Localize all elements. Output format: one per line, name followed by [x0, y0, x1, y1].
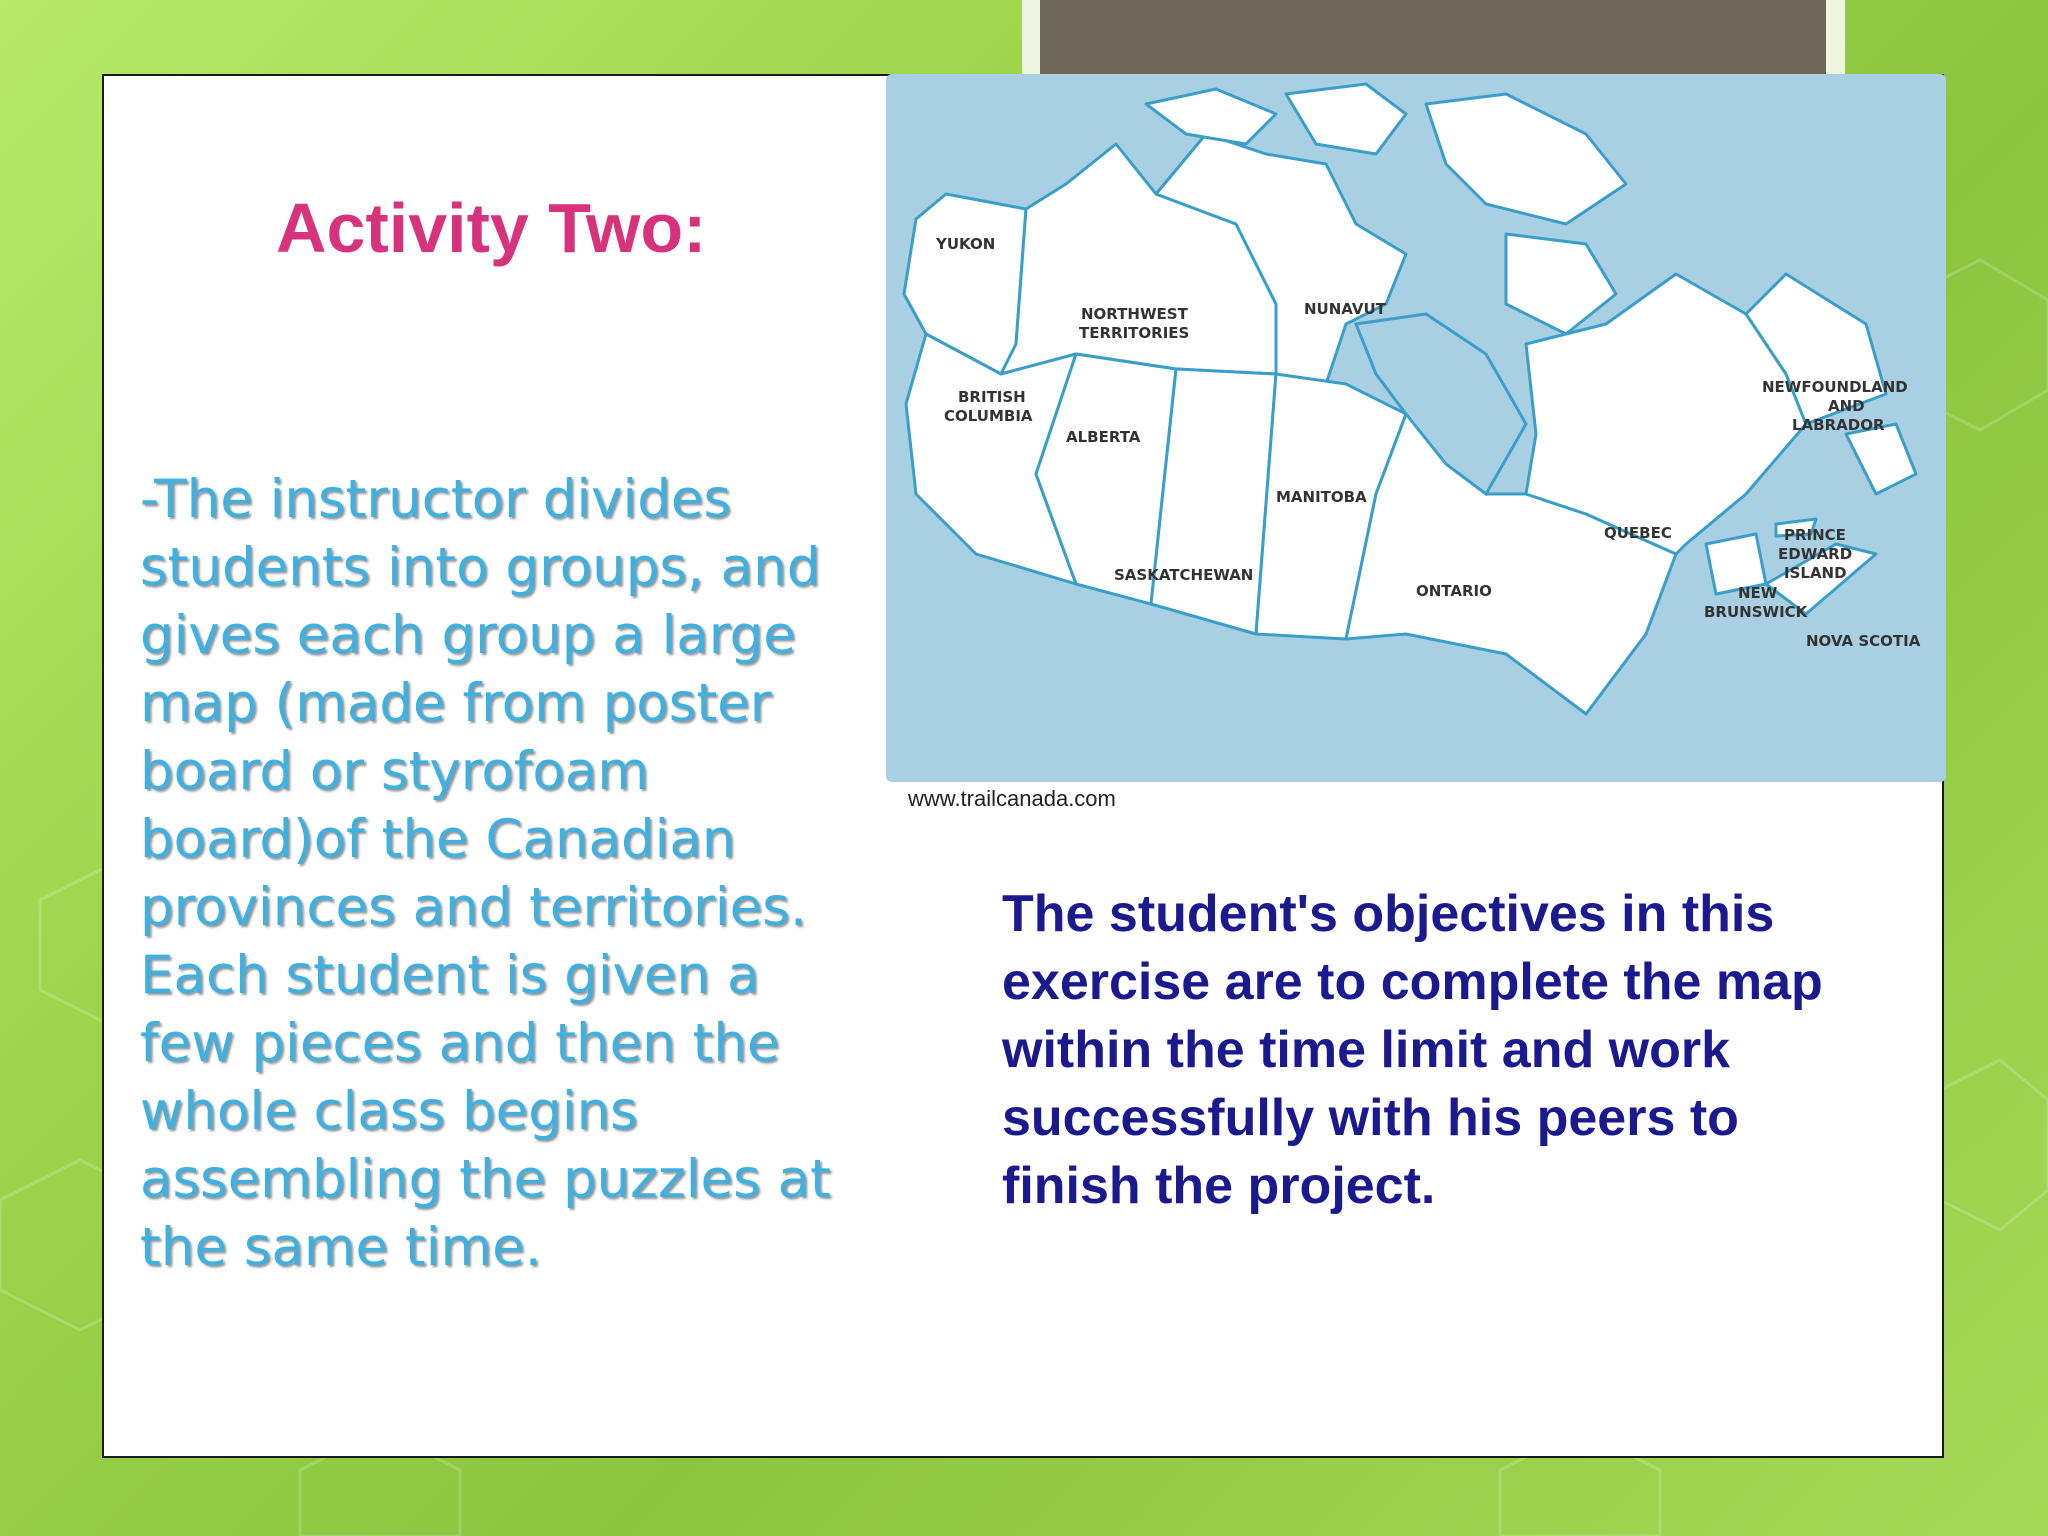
map-label-saskatchewan: SASKATCHEWAN — [1114, 566, 1254, 584]
map-label-nwt-2: TERRITORIES — [1079, 324, 1190, 342]
map-label-nl-2: AND — [1828, 397, 1865, 415]
map-label-nunavut: NUNAVUT — [1304, 300, 1386, 318]
map-label-nwt: NORTHWEST — [1081, 305, 1188, 323]
canada-map-image — [886, 74, 1946, 782]
map-label-ontario: ONTARIO — [1416, 582, 1492, 600]
map-label-nl-3: LABRADOR — [1792, 416, 1885, 434]
map-label-pei: PRINCE — [1784, 526, 1846, 544]
map-label-bc-2: COLUMBIA — [944, 407, 1033, 425]
image-credit: www.trailcanada.com — [908, 786, 1116, 811]
header-tab — [1040, 0, 1826, 76]
region-arctic-islands — [1146, 89, 1276, 144]
map-label-ns: NOVA SCOTIA — [1806, 632, 1921, 650]
map-label-nb: NEW — [1738, 584, 1778, 602]
map-label-bc: BRITISH — [958, 388, 1026, 406]
map-label-quebec: QUEBEC — [1604, 524, 1672, 542]
map-label-nl: NEWFOUNDLAND — [1762, 378, 1908, 396]
map-label-pei-2: EDWARD — [1778, 545, 1853, 563]
region-newfoundland — [1846, 424, 1916, 494]
map-label-nb-2: BRUNSWICK — [1704, 603, 1808, 621]
map-label-pei-3: ISLAND — [1784, 564, 1847, 582]
map-label-yukon: YUKON — [936, 235, 996, 253]
activity-description: -The instructor divides students into groups, and gives each group a large map (made from poster board or styrofoam board)of the Canadian provinces and territories. Each student is given a few pieces and then the whole class begins assembling the puzzles at the same time. — [140, 469, 831, 1278]
map-label-alberta: ALBERTA — [1066, 428, 1141, 446]
objectives-text: The student's objectives in this exercise are to complete the map within the time limit and work successfully with his peers to finish the project. — [1002, 885, 1823, 1215]
map-label-manitoba: MANITOBA — [1276, 488, 1367, 506]
slide-title: Activity Two: — [276, 189, 707, 267]
